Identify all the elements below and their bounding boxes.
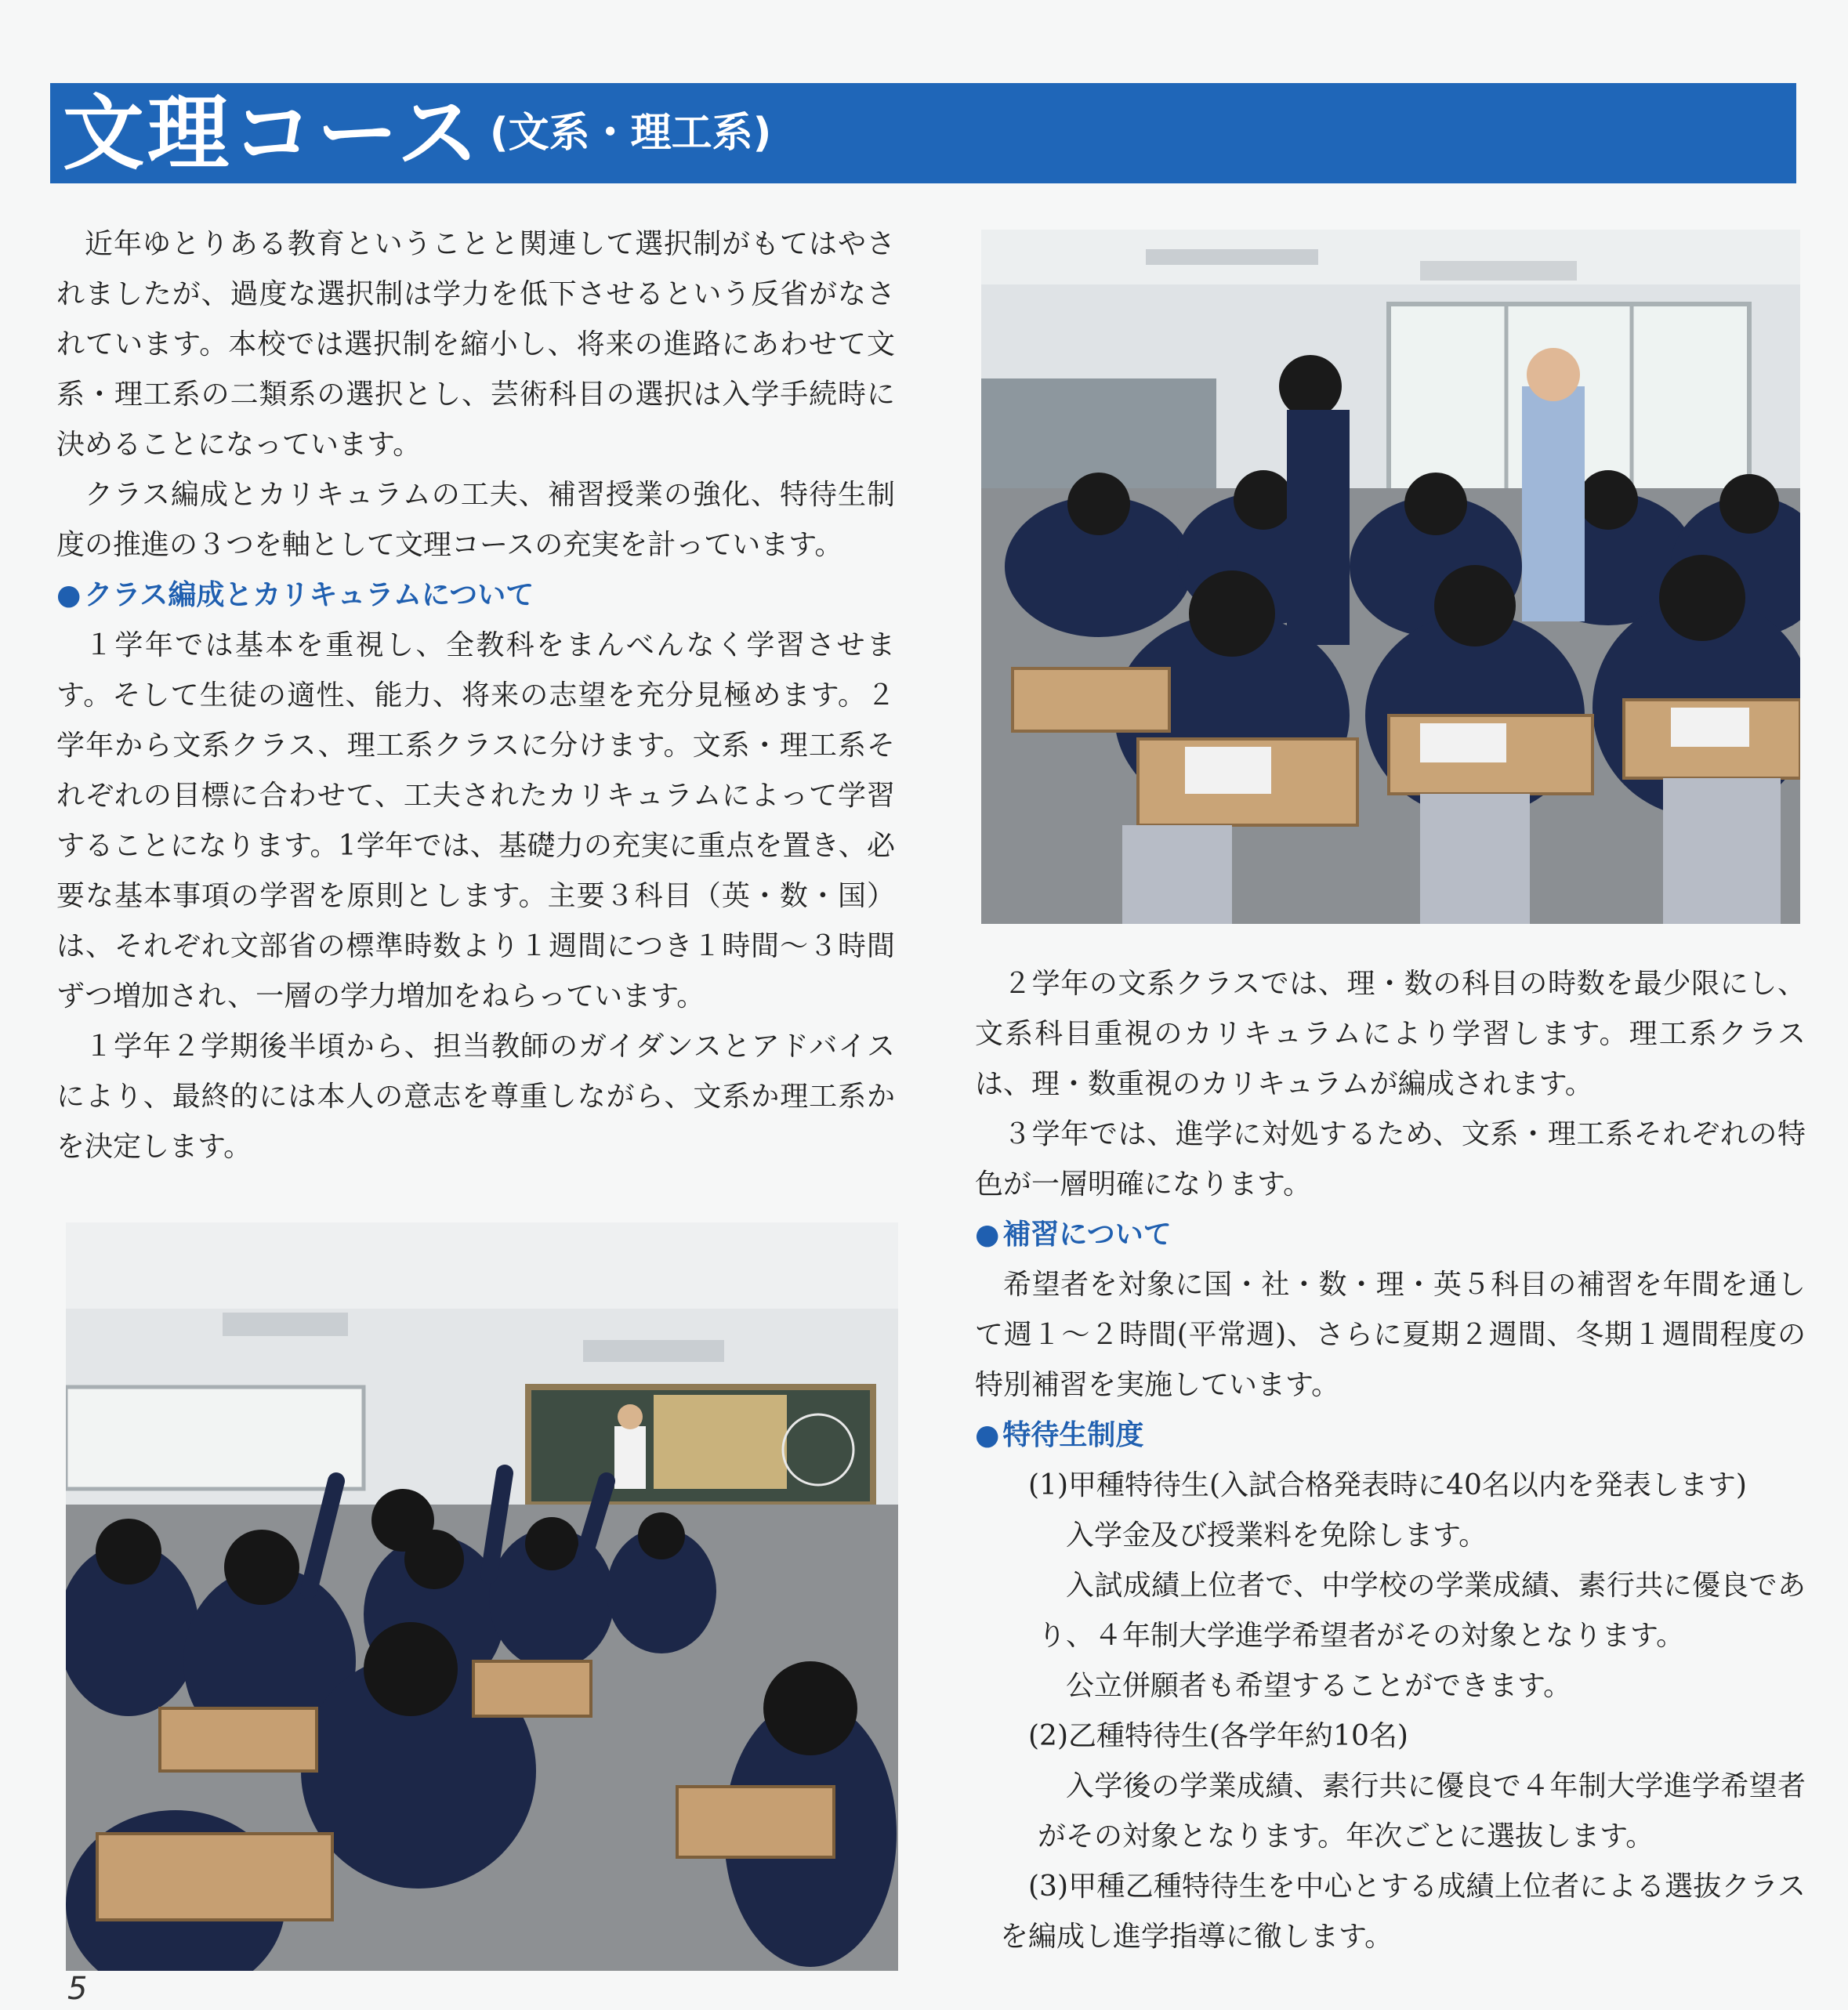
page-subtitle: (文系・理工系) [489, 110, 772, 157]
page-number: 5 [67, 1971, 88, 2007]
tokutai-item-1-line-1: 入学金及び授業料を免除します。 [1066, 1519, 1487, 1552]
tokutai-item-3-title: (3)甲種乙種特待生を中心とする成績上位者による選抜クラスを編成し進学指導に徹します。 [1000, 1871, 1806, 1953]
class-paragraph-1: １学年では基本を重視し、全教科をまんべんなく学習させます。そして生徒の適性、能力、将来の志望を充分見極めます。２学年から文系クラス、理工系クラスに分けます。文系・理工系それぞれの目標に合わせて、工夫されたカリキュラムによって学習することになります。1学年では、基礎力の充実に重点を置き、必要な基本事項の学習を原則とします。主要３科目（英・数・国）は、それぞれ文部省の標準時数より１週間につき１時間～３時間ずつ増加され、一層の学力増加をねらっています。 [56, 629, 895, 1012]
tokutai-item-1-line-2: 入試成績上位者で、中学校の学業成績、素行共に優良であり、４年制大学進学希望者がその対象となります。 [1038, 1570, 1806, 1652]
photo-illustration [981, 230, 1800, 924]
right-column [975, 959, 1806, 1962]
section-heading-hoshu: ● 補習について [975, 1210, 1806, 1260]
tokutai-item-2-title: (2)乙種特待生(各学年約10名) [1028, 1720, 1408, 1752]
classroom-photo-reading [981, 230, 1800, 924]
title-banner [50, 83, 1796, 183]
page-title: 文理コース [63, 85, 482, 181]
intro-paragraph-2: クラス編成とカリキュラムの工夫、補習授業の強化、特待生制度の推進の３つを軸として文理コースの充実を計っています。 [56, 479, 895, 561]
class-paragraph-2: １学年２学期後半頃から、担当教師のガイダンスとアドバイスにより、最終的には本人の意志を尊重しながら、文系か理工系かを決定します。 [56, 1030, 895, 1163]
section-heading-tokutai: ● 特待生制度 [975, 1411, 1806, 1461]
intro-paragraph-1: 近年ゆとりある教育ということと関連して選択制がもてはやされましたが、過度な選択制は学力を低下させるという反省がなされています。本校では選択制を縮小し、将来の進路にあわせて文系・理工系の二類系の選択とし、芸術科目の選択は入学手続時に決めることになっています。 [56, 228, 895, 461]
hoshu-paragraph: 希望者を対象に国・社・数・理・英５科目の補習を年間を通して週１～２時間(平常週)、さらに夏期２週間、冬期１週間程度の特別補習を実施しています。 [975, 1269, 1806, 1401]
classroom-photo-hands-raised [66, 1222, 898, 1971]
tokutai-item-1-line-3: 公立併願者も希望することができます。 [1066, 1670, 1572, 1702]
section-heading-class: ● クラス編成とカリキュラムについて [56, 570, 895, 621]
left-column [56, 219, 895, 1172]
photo-illustration [66, 1222, 898, 1971]
tokutai-item-2-line-1: 入学後の学業成績、素行共に優良で４年制大学進学希望者がその対象となります。年次ごとに選抜します。 [1038, 1770, 1806, 1852]
tokutai-item-1-title: (1)甲種特待生(入試合格発表時に40名以内を発表します) [1028, 1469, 1747, 1501]
class-paragraph-4: ３学年では、進学に対処するため、文系・理工系それぞれの特色が一層明確になります。 [975, 1118, 1806, 1201]
class-paragraph-3: ２学年の文系クラスでは、理・数の科目の時数を最少限にし、文系科目重視のカリキュラムにより学習します。理工系クラスは、理・数重視のカリキュラムが編成されます。 [975, 968, 1806, 1100]
